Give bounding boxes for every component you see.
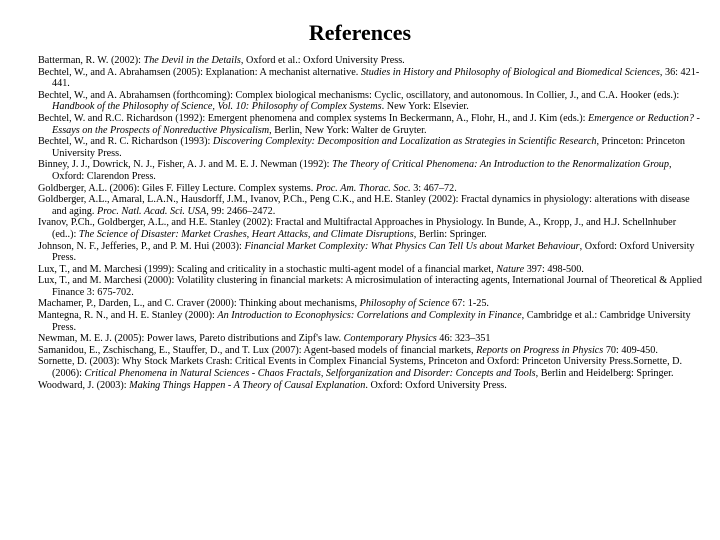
reference-title: Financial Market Complexity: What Physics Can Tell Us about Market Behaviour	[244, 240, 580, 252]
reference-text: , Berlin and Heidelberg: Springer.	[535, 368, 674, 380]
reference-text: Lux, T., and M. Marchesi (2000): Volatility clustering in financial markets: A microsimulation of interacting agents, International Journal of Theoretical & Applied Finance 3: 675-702.	[38, 275, 702, 298]
reference-title: Contemporary Physics	[343, 333, 437, 345]
reference-item	[38, 90, 702, 113]
reference-title: An Introduction to Econophysics: Correlations and Complexity in Finance	[217, 310, 522, 322]
reference-text: , Cambridge et al.: Cambridge University Press.	[52, 310, 691, 333]
reference-text: Bechtel, W., and A. Abrahamsen (2005): Explanation: A mechanist alternative.	[38, 66, 361, 78]
reference-title: Reports on Progress in Physics	[476, 344, 604, 356]
reference-title: Proc. Am. Thorac. Soc.	[315, 182, 411, 194]
reference-item	[38, 298, 702, 310]
reference-text: , 99: 2466–2472.	[206, 205, 276, 217]
reference-item	[38, 333, 702, 345]
reference-text: , Oxford: Oxford University Press.	[52, 240, 695, 264]
reference-text: Woodward, J. (2003):	[38, 379, 130, 391]
reference-text: , Princeton: Princeton University Press.	[52, 136, 686, 159]
reference-item	[38, 241, 702, 264]
reference-text: , Berlin: Springer.	[413, 228, 487, 240]
reference-title: Critical Phenomena in Natural Sciences - Chaos Fractals, Selforganization and Disorder: Concepts and Tools	[84, 368, 536, 380]
reference-text: 397: 498-500.	[524, 263, 584, 275]
reference-text: Lux, T., and M. Marchesi (1999): Scaling and criticality in a stochastic multi-agent model of a financial market,	[38, 263, 497, 275]
reference-text: Mantegna, R. N., and H. E. Stanley (2000):	[38, 310, 218, 322]
reference-item	[38, 217, 702, 240]
reference-text: 3: 467–72.	[410, 182, 457, 194]
reference-title: Proc. Natl. Acad. Sci. USA	[96, 205, 207, 217]
reference-title: Discovering Complexity: Decomposition and Localization as Strategies in Scientific Research	[212, 136, 597, 148]
reference-text: 67: 1-25.	[449, 298, 489, 310]
reference-text: Newman, M. E. J. (2005): Power laws, Pareto distributions and Zipf's law.	[38, 333, 344, 345]
reference-text: Sornette, D. (2003): Why Stock Markets Crash: Critical Events in Complex Financial Systems, Princeton and Oxford: Princeton University Press.Sornette, D. (2006):	[38, 356, 683, 380]
reference-text: 46: 323–351	[436, 333, 491, 345]
reference-item	[38, 194, 702, 217]
reference-item	[38, 380, 702, 392]
reference-title: Making Things Happen - A Theory of Causal Explanation	[129, 379, 366, 391]
reference-text: Bechtel, W., and R. C. Richardson (1993):	[38, 136, 213, 148]
reference-text: , Oxford et al.: Oxford University Press.	[240, 55, 405, 66]
reference-text: Bechtel, W., and A. Abrahamsen (forthcoming): Complex biological mechanisms: Cyclic, oscillatory, and autonomous. In Collier, J., and C.A. Hooker (eds.):	[38, 89, 680, 101]
reference-text: Bechtel, W. and R.C. Richardson (1992): Emergent phenomena and complex systems In Beckermann, A., Flohr, H., and J. Kim (eds.):	[38, 112, 588, 124]
reference-title: Studies in History and Philosophy of Biological and Biomedical Sciences	[360, 66, 660, 78]
reference-title: Emergence or Reduction? - Essays on the Prospects of Nonreductive Physicalism	[52, 112, 700, 136]
reference-text: 70: 409-450.	[603, 344, 658, 356]
reference-item	[38, 113, 702, 136]
reference-text: , Oxford: Clarendon Press.	[52, 159, 672, 182]
reference-item	[38, 310, 702, 333]
reference-text: . Oxford: Oxford University Press.	[365, 379, 507, 391]
reference-title: Handbook of the Philosophy of Science, Vol. 10: Philosophy of Complex Systems	[52, 101, 382, 113]
reference-text: , Berlin, New York: Walter de Gruyter.	[269, 124, 427, 136]
reference-item	[38, 356, 702, 379]
reference-item	[38, 55, 702, 67]
reference-text: Batterman, R. W. (2002):	[38, 55, 144, 66]
reference-item	[38, 136, 702, 159]
reference-item	[38, 183, 702, 195]
reference-item	[38, 345, 702, 357]
reference-text: Ivanov, P.Ch., Goldberger, A.L., and H.E. Stanley (2002): Fractal and Multifractal Approaches in Physiology. In Bunde, A., Kropp, J., and H.J. Schellnhuber (ed..):	[38, 217, 677, 240]
reference-item	[38, 159, 702, 182]
reference-item	[38, 275, 702, 298]
page-title: References	[308, 20, 412, 45]
reference-title: Philosophy of Science	[359, 298, 450, 310]
reference-text: Goldberger, A.L., Amaral, L.A.N., Hausdorff, J.M., Ivanov, P.Ch., Peng C.K., and H.E. Stanley (2002): Fractal dynamics in physiology: alterations with disease and aging.	[38, 194, 690, 217]
reference-text: Machamer, P., Darden, L., and C. Craver (2000): Thinking about mechanisms,	[38, 298, 360, 310]
reference-text: Binney, J. J., Dowrick, N. J., Fisher, A. J. and M. E. J. Newman (1992):	[38, 159, 333, 171]
reference-item	[38, 264, 702, 276]
reference-text: Johnson, N. F., Jefferies, P., and P. M. Hui (2003):	[38, 240, 245, 252]
reference-text: , 36: 421-441.	[52, 66, 700, 90]
reference-text: Goldberger, A.L. (2006): Giles F. Filley Lecture. Complex systems.	[38, 182, 316, 194]
reference-title: Nature	[496, 263, 525, 275]
reference-title: The Theory of Critical Phenomena: An Introduction to the Renormalization Group	[332, 159, 669, 171]
reference-item	[38, 67, 702, 90]
reference-list	[38, 55, 702, 391]
reference-text: . New York: Elsevier.	[381, 101, 469, 113]
reference-title: The Science of Disaster: Market Crashes, Heart Attacks, and Climate Disruptions	[78, 228, 414, 240]
reference-title: The Devil in the Details	[143, 55, 241, 66]
reference-text: Samanidou, E., Zschischang, E., Stauffer, D., and T. Lux (2007): Agent-based models of financial markets,	[38, 344, 477, 356]
